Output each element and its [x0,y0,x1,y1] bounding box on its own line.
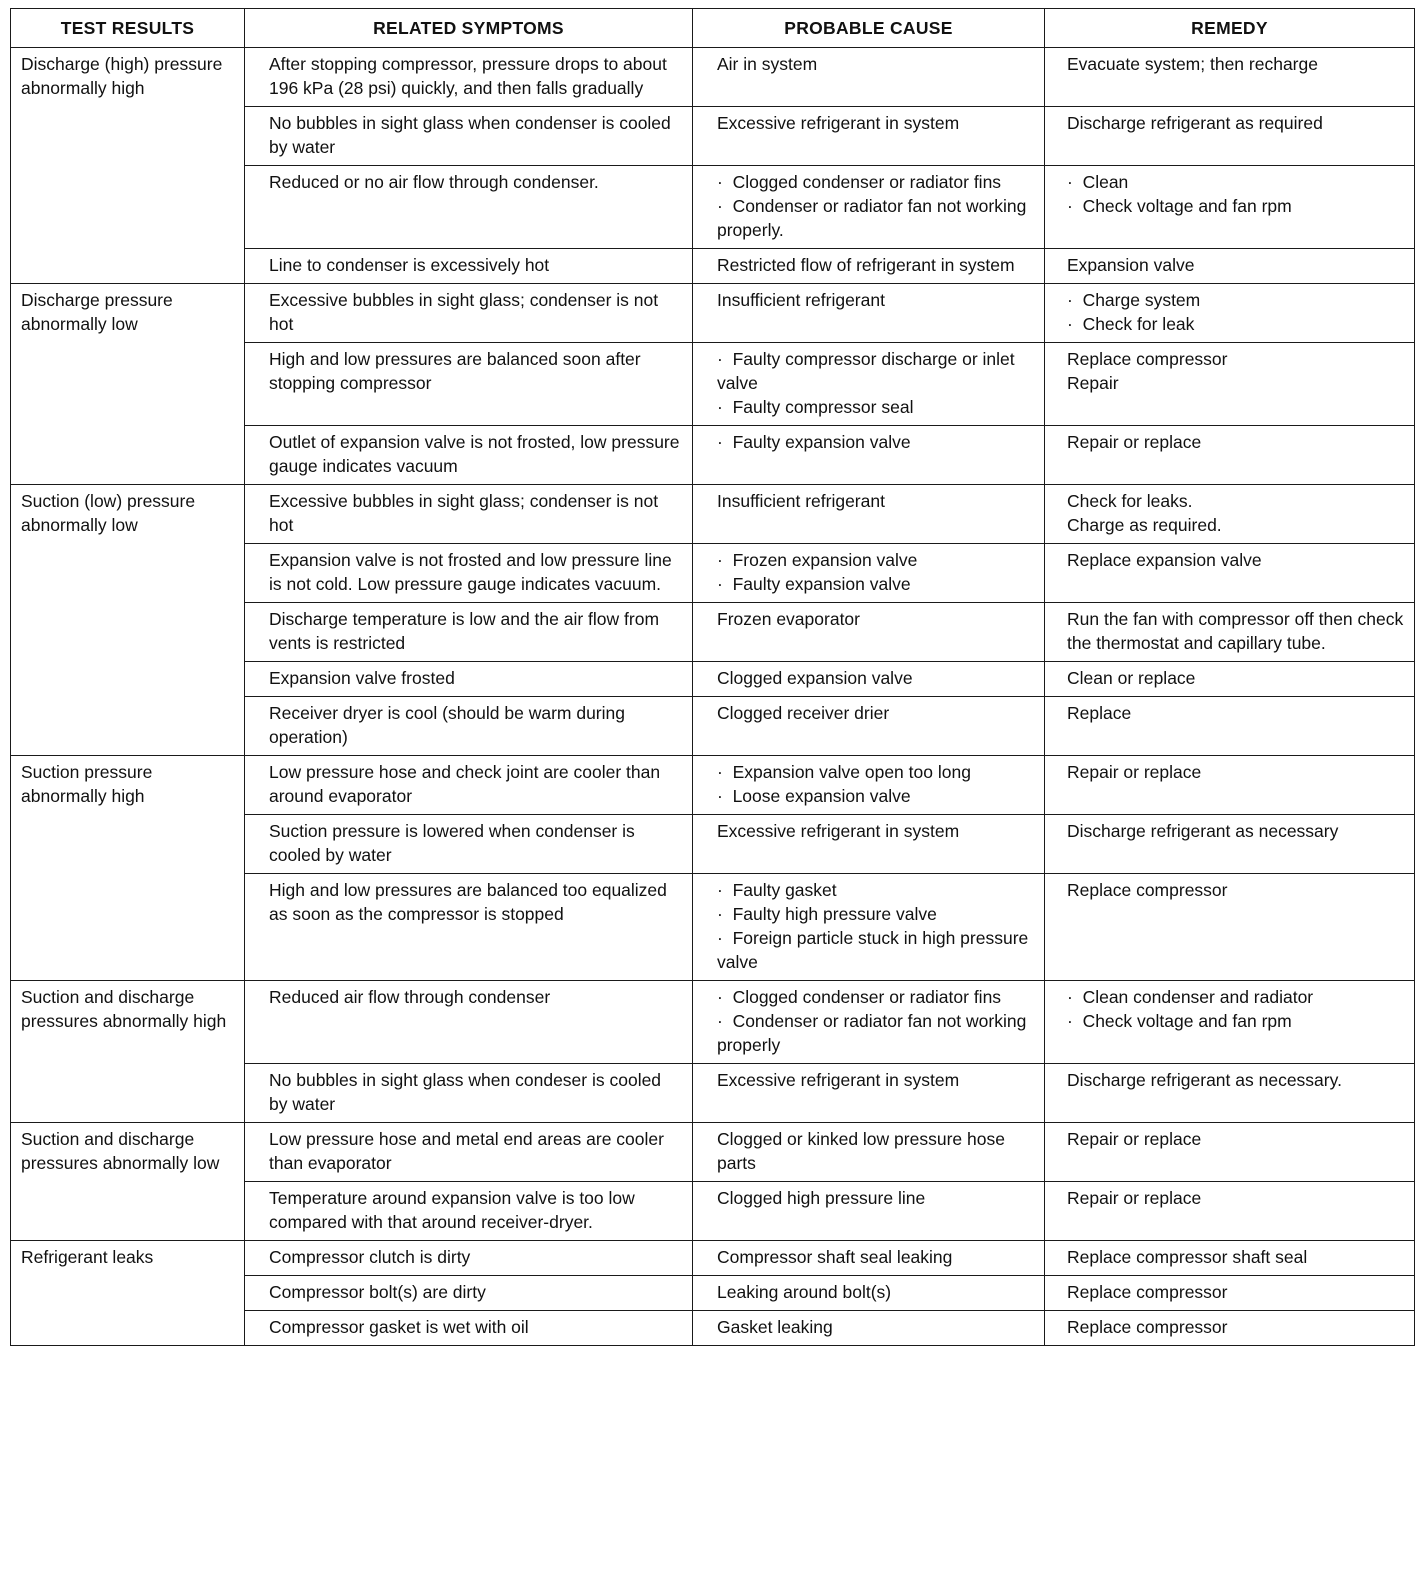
symptom-cell: Outlet of expansion valve is not frosted, low pressure gauge indicates vacuum [245,426,693,485]
cause-item: · Faulty expansion valve [717,572,1036,596]
remedy-item: Repair [1067,373,1119,393]
remedy-item: Replace compressor [1067,349,1228,369]
remedy-item: Clean or replace [1067,668,1196,688]
cause-item: Excessive refrigerant in system [717,821,960,841]
symptom-cell: Expansion valve frosted [245,662,693,697]
remedy-item: Repair or replace [1067,1129,1202,1149]
troubleshooting-table [10,8,1415,1346]
cause-item: Clogged high pressure line [717,1188,926,1208]
symptom-cell: No bubbles in sight glass when condeser is cooled by water [245,1064,693,1123]
remedy-cell [1045,166,1415,249]
remedy-cell [1045,1311,1415,1346]
cause-cell [693,544,1045,603]
cause-cell [693,1276,1045,1311]
cause-cell [693,603,1045,662]
remedy-cell [1045,249,1415,284]
remedy-item: Replace compressor [1067,880,1228,900]
cause-item: · Foreign particle stuck in high pressure valve [717,926,1036,974]
table-row [11,485,1415,544]
cause-item: Gasket leaking [717,1317,833,1337]
test-result-cell: Suction and discharge pressures abnormally low [11,1123,245,1241]
remedy-cell [1045,981,1415,1064]
remedy-item: Discharge refrigerant as required [1067,113,1323,133]
table-body [11,48,1415,1346]
remedy-item: Expansion valve [1067,255,1195,275]
header-related-symptoms: RELATED SYMPTOMS [245,9,693,48]
symptom-cell: Temperature around expansion valve is too low compared with that around receiver-dryer. [245,1182,693,1241]
cause-item: Clogged expansion valve [717,668,913,688]
symptom-cell: Excessive bubbles in sight glass; condenser is not hot [245,284,693,343]
remedy-item: Discharge refrigerant as necessary [1067,821,1339,841]
test-result-cell: Discharge pressure abnormally low [11,284,245,485]
test-result-cell: Discharge (high) pressure abnormally high [11,48,245,284]
remedy-cell [1045,1241,1415,1276]
symptom-cell: Reduced air flow through condenser [245,981,693,1064]
remedy-item: · Clean [1067,170,1406,194]
cause-cell [693,249,1045,284]
symptom-cell: Line to condenser is excessively hot [245,249,693,284]
remedy-cell [1045,1276,1415,1311]
cause-cell [693,874,1045,981]
table-row [11,1241,1415,1276]
cause-item: Insufficient refrigerant [717,290,885,310]
cause-item: · Faulty high pressure valve [717,902,1036,926]
remedy-cell [1045,485,1415,544]
symptom-cell: Compressor bolt(s) are dirty [245,1276,693,1311]
cause-item: Frozen evaporator [717,609,860,629]
symptom-cell: No bubbles in sight glass when condenser is cooled by water [245,107,693,166]
remedy-item: · Check voltage and fan rpm [1067,194,1406,218]
remedy-cell [1045,662,1415,697]
cause-item: Leaking around bolt(s) [717,1282,892,1302]
remedy-cell [1045,48,1415,107]
cause-item: · Clogged condenser or radiator fins [717,985,1036,1009]
cause-cell [693,48,1045,107]
cause-cell [693,426,1045,485]
remedy-item: Evacuate system; then recharge [1067,54,1318,74]
remedy-item: · Check voltage and fan rpm [1067,1009,1406,1033]
cause-item: Air in system [717,54,818,74]
cause-cell [693,166,1045,249]
remedy-item: Repair or replace [1067,1188,1202,1208]
table-row [11,981,1415,1064]
remedy-cell [1045,874,1415,981]
remedy-cell [1045,603,1415,662]
symptom-cell: Expansion valve is not frosted and low pressure line is not cold. Low pressure gauge indicates vacuum. [245,544,693,603]
cause-item: · Condenser or radiator fan not working properly [717,1009,1036,1057]
cause-cell [693,1064,1045,1123]
symptom-cell: Discharge temperature is low and the air flow from vents is restricted [245,603,693,662]
table-row [11,284,1415,343]
table-row [11,756,1415,815]
cause-cell [693,981,1045,1064]
cause-cell [693,107,1045,166]
remedy-item: Discharge refrigerant as necessary. [1067,1070,1342,1090]
remedy-cell [1045,544,1415,603]
remedy-cell [1045,107,1415,166]
remedy-cell [1045,697,1415,756]
cause-cell [693,1182,1045,1241]
symptom-cell: Low pressure hose and check joint are cooler than around evaporator [245,756,693,815]
symptom-cell: High and low pressures are balanced too equalized as soon as the compressor is stopped [245,874,693,981]
remedy-cell [1045,1123,1415,1182]
cause-item: · Loose expansion valve [717,784,1036,808]
symptom-cell: Low pressure hose and metal end areas are cooler than evaporator [245,1123,693,1182]
remedy-item: Replace compressor [1067,1282,1228,1302]
test-result-cell: Suction (low) pressure abnormally low [11,485,245,756]
symptom-cell: Reduced or no air flow through condenser. [245,166,693,249]
cause-item: · Faulty compressor seal [717,395,1036,419]
cause-item: Restricted flow of refrigerant in system [717,255,1015,275]
cause-item: · Expansion valve open too long [717,760,1036,784]
remedy-cell [1045,426,1415,485]
remedy-item: Run the fan with compressor off then check the thermostat and capillary tube. [1067,609,1404,653]
remedy-cell [1045,1064,1415,1123]
symptom-cell: Excessive bubbles in sight glass; condenser is not hot [245,485,693,544]
cause-cell [693,815,1045,874]
symptom-cell: Suction pressure is lowered when condenser is cooled by water [245,815,693,874]
cause-item: Insufficient refrigerant [717,491,885,511]
test-result-cell: Suction and discharge pressures abnormally high [11,981,245,1123]
remedy-item: Check for leaks. [1067,491,1193,511]
symptom-cell: After stopping compressor, pressure drops to about 196 kPa (28 psi) quickly, and then falls gradually [245,48,693,107]
cause-cell [693,485,1045,544]
remedy-item: · Check for leak [1067,312,1406,336]
cause-item: · Frozen expansion valve [717,548,1036,572]
header-test-results: TEST RESULTS [11,9,245,48]
header-remedy: REMEDY [1045,9,1415,48]
header-probable-cause: PROBABLE CAUSE [693,9,1045,48]
remedy-cell [1045,756,1415,815]
test-result-cell: Refrigerant leaks [11,1241,245,1346]
remedy-item: · Clean condenser and radiator [1067,985,1406,1009]
cause-cell [693,756,1045,815]
remedy-cell [1045,343,1415,426]
test-result-cell: Suction pressure abnormally high [11,756,245,981]
symptom-cell: Receiver dryer is cool (should be warm during operation) [245,697,693,756]
cause-item: · Clogged condenser or radiator fins [717,170,1036,194]
cause-item: Clogged or kinked low pressure hose parts [717,1129,1005,1173]
remedy-item: Charge as required. [1067,515,1222,535]
remedy-item: · Charge system [1067,288,1406,312]
cause-cell [693,1311,1045,1346]
remedy-item: Replace [1067,703,1132,723]
cause-item: · Faulty gasket [717,878,1036,902]
remedy-cell [1045,815,1415,874]
symptom-cell: Compressor gasket is wet with oil [245,1311,693,1346]
remedy-item: Replace compressor shaft seal [1067,1247,1308,1267]
cause-cell [693,1123,1045,1182]
cause-item: · Faulty expansion valve [717,430,1036,454]
table-row [11,48,1415,107]
cause-item: · Faulty compressor discharge or inlet valve [717,347,1036,395]
cause-item: Excessive refrigerant in system [717,1070,960,1090]
cause-item: · Condenser or radiator fan not working properly. [717,194,1036,242]
remedy-item: Replace expansion valve [1067,550,1262,570]
header-row [11,9,1415,48]
remedy-item: Replace compressor [1067,1317,1228,1337]
cause-item: Excessive refrigerant in system [717,113,960,133]
symptom-cell: High and low pressures are balanced soon after stopping compressor [245,343,693,426]
troubleshooting-sheet [10,8,1414,1346]
remedy-item: Repair or replace [1067,762,1202,782]
cause-cell [693,662,1045,697]
cause-cell [693,697,1045,756]
remedy-item: Repair or replace [1067,432,1202,452]
table-row [11,1123,1415,1182]
cause-item: Clogged receiver drier [717,703,890,723]
cause-cell [693,284,1045,343]
symptom-cell: Compressor clutch is dirty [245,1241,693,1276]
cause-cell [693,343,1045,426]
cause-cell [693,1241,1045,1276]
remedy-cell [1045,1182,1415,1241]
remedy-cell [1045,284,1415,343]
cause-item: Compressor shaft seal leaking [717,1247,953,1267]
